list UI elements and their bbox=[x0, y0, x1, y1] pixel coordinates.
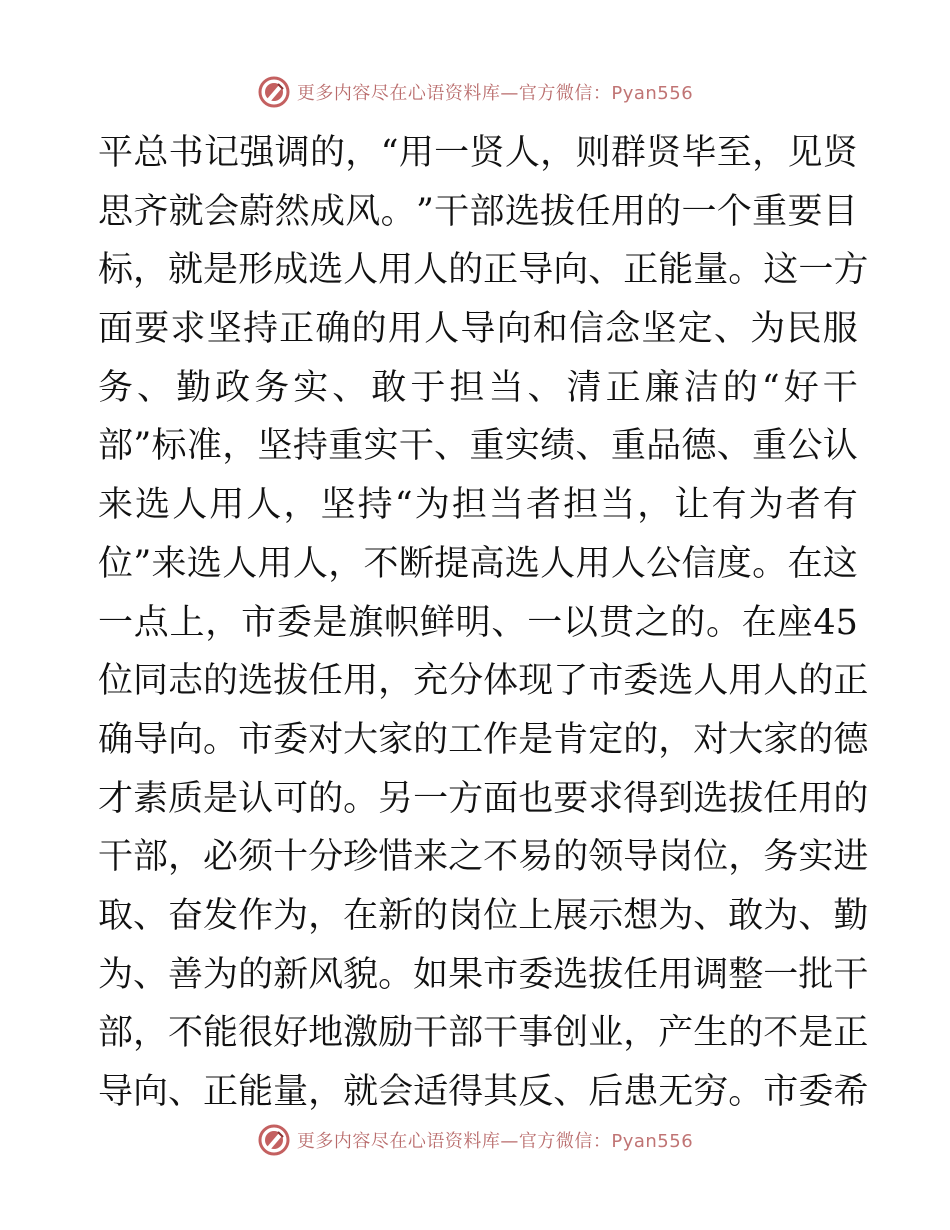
text-line: 导 向 、 正 能 量 ， 就 会 适 得 其 反 、 后 患 无 穷 。 市 委 希 bbox=[98, 1072, 869, 1112]
footer-banner-text bbox=[297, 1127, 693, 1153]
text-line: 取 、 奋 发 作 为 ， 在 新 的 岗 位 上 展 示 想 为 、 敢 为 、 勤 bbox=[98, 895, 869, 936]
text-line: 部 ， 不 能 很 好 地 激 励 干 部 干 事 创 业 ， 产 生 的 不 是 正 bbox=[98, 1013, 869, 1054]
text-line: 来 选 人 用 人 ， 坚 持 “ 为 担 当 者 担 当 ， 让 有 为 者 有 bbox=[98, 485, 858, 526]
banner-wechat-handle: Pyan556 bbox=[611, 83, 694, 104]
banner-label: 更多内容尽在心语资料库—官方微信： bbox=[296, 83, 612, 104]
text-line: 面 要 求 坚 持 正 确 的 用 人 导 向 和 信 念 坚 定 、 为 民 服 bbox=[98, 309, 858, 350]
text-line: 才 素 质 是 认 可 的 。 另 一 方 面 也 要 求 得 到 选 拔 任 用 的 bbox=[98, 778, 869, 819]
pen-seal-logo-icon bbox=[257, 1123, 291, 1157]
banner-label: 更多内容尽在心语资料库—官方微信： bbox=[296, 1131, 612, 1152]
text-line: 干 部 ， 必 须 十 分 珍 惜 来 之 不 易 的 领 导 岗 位 ， 务 实 进 bbox=[98, 837, 869, 878]
text-line: 思 齐 就 会 蔚 然 成 风 。 ” 干 部 选 拔 任 用 的 一 个 重 要 目 bbox=[98, 191, 858, 232]
pen-seal-logo-icon bbox=[257, 75, 291, 109]
header-banner bbox=[0, 72, 950, 112]
text-line: 一 点 上 ， 市 委 是 旗 帜 鲜 明 、 一 以 贯 之 的 。 在 座 45 bbox=[98, 602, 858, 643]
text-line: 为 、 善 为 的 新 风 貌 。 如 果 市 委 选 拔 任 用 调 整 一 批 干 bbox=[98, 954, 869, 995]
document-body bbox=[98, 124, 869, 1122]
text-line: 平 总 书 记 强 调 的 ， “ 用 一 贤 人 ， 则 群 贤 毕 至 ， 见 贤 bbox=[98, 133, 858, 173]
banner-wechat-handle: Pyan556 bbox=[611, 1131, 694, 1152]
header-banner-text bbox=[297, 79, 693, 105]
text-line: 务 、 勤 政 务 实 、 敢 于 担 当 、 清 正 廉 洁 的 “ 好 干 bbox=[98, 367, 858, 408]
text-line: 确 导 向 。 市 委 对 大 家 的 工 作 是 肯 定 的 ， 对 大 家 的 德 bbox=[98, 719, 869, 760]
text-line: 标 ， 就 是 形 成 选 人 用 人 的 正 导 向 、 正 能 量 。 这 一 方 bbox=[98, 250, 869, 291]
text-line: 位 同 志 的 选 拔 任 用 ， 充 分 体 现 了 市 委 选 人 用 人 的 正 bbox=[98, 661, 869, 702]
text-line: 部 ” 标 准 ， 坚 持 重 实 干 、 重 实 绩 、 重 品 德 、 重 公 认 bbox=[98, 426, 858, 467]
footer-banner bbox=[0, 1120, 950, 1160]
text-line: 位 ” 来 选 人 用 人 ， 不 断 提 高 选 人 用 人 公 信 度 。 在 这 bbox=[98, 543, 858, 584]
